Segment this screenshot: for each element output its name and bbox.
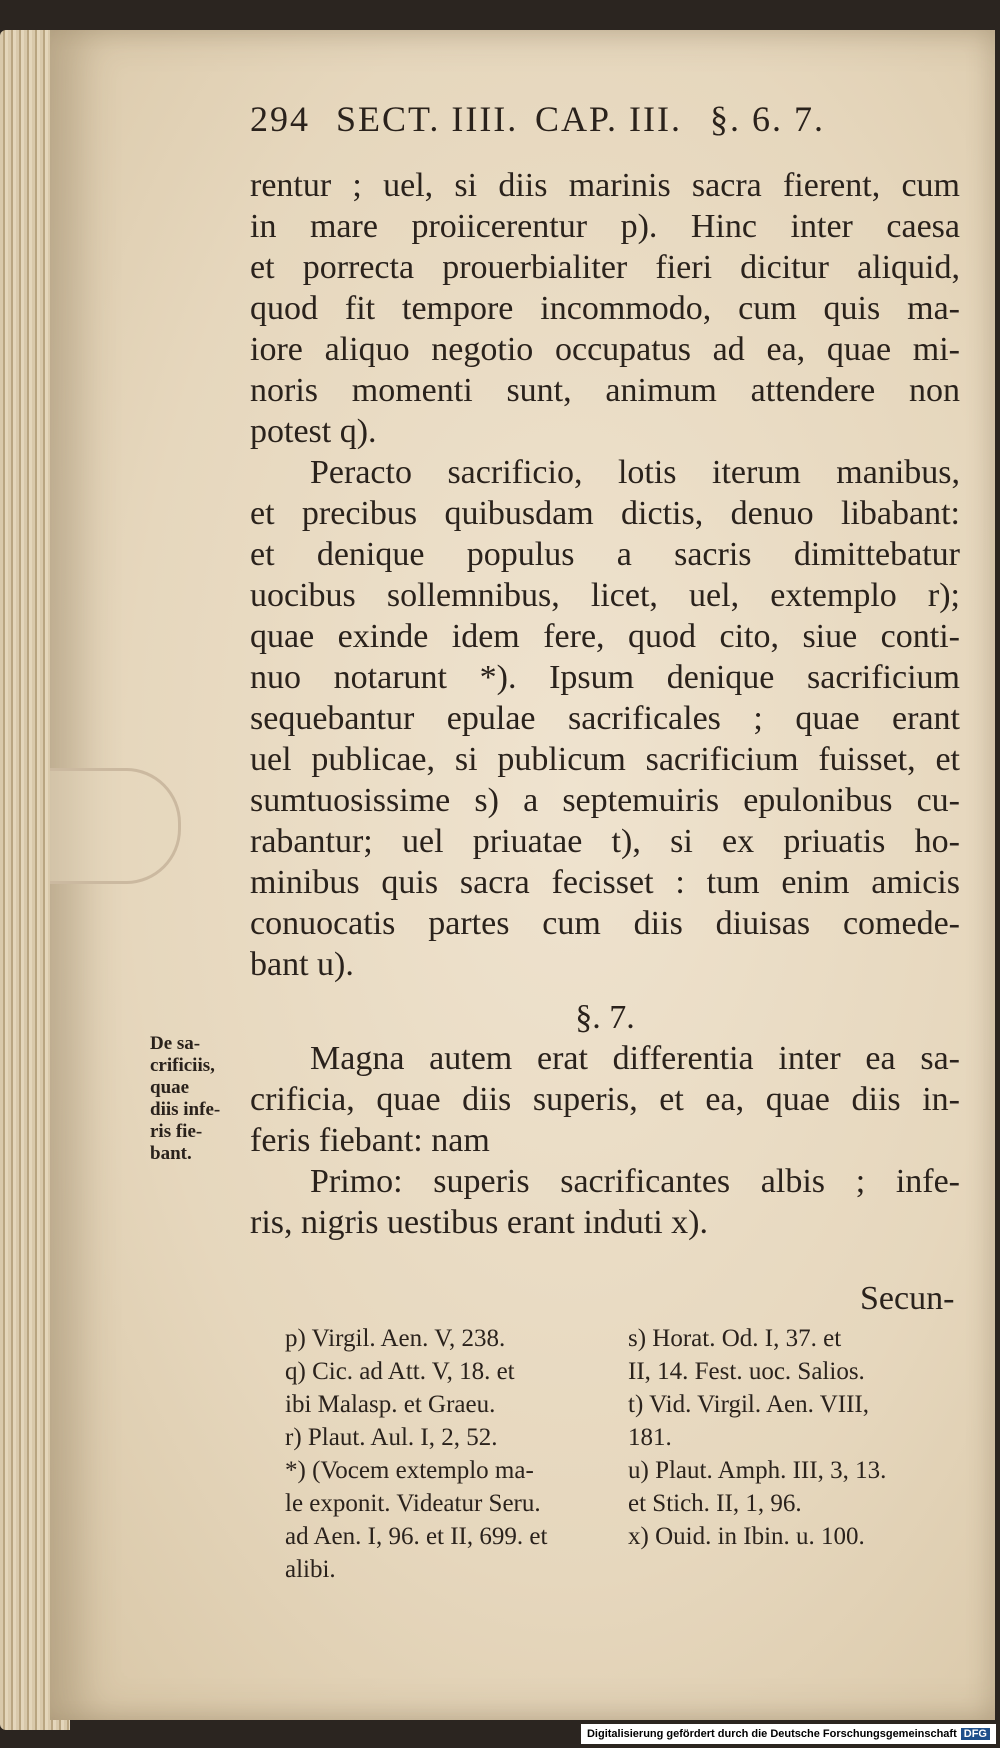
footnote-line: alibi. <box>285 1556 336 1583</box>
text-line: minibus quis sacra fecisset : tum enim amicis <box>250 864 960 901</box>
footnote-line: p) Virgil. Aen. V, 238. <box>285 1325 506 1352</box>
text-line: uocibus sollemnibus, licet, uel, extemplo r); <box>250 577 960 614</box>
text-line: crificia, quae diis superis, et ea, quae diis in- <box>250 1081 960 1118</box>
text-line: sumtuosissime s) a septemuiris epulonibus cu- <box>250 782 960 819</box>
footnote-line: II, 14. Fest. uoc. Salios. <box>628 1358 865 1385</box>
footnote-line: q) Cic. ad Att. V, 18. et <box>285 1358 515 1385</box>
main-text <box>250 165 960 1243</box>
footnote-line: r) Plaut. Aul. I, 2, 52. <box>285 1424 498 1451</box>
footnote-line: t) Vid. Virgil. Aen. VIII, <box>628 1391 869 1418</box>
section-label: SECT. IIII. <box>336 99 519 139</box>
footnote-line: u) Plaut. Amph. III, 3, 13. <box>628 1457 887 1484</box>
paragraph-label: §. 6. 7. <box>710 99 825 139</box>
margin-note-line: diis infe- <box>150 1099 221 1120</box>
margin-note-line: crificiis, <box>150 1055 215 1076</box>
footnote-line: le exponit. Videatur Seru. <box>285 1490 541 1517</box>
text-line: ris, nigris uestibus erant induti x). <box>250 1204 709 1241</box>
footnote-line: ad Aen. I, 96. et II, 699. et <box>285 1523 548 1550</box>
text-line: et denique populus a sacris dimittebatur <box>250 536 960 573</box>
text-line: Peracto sacrificio, lotis iterum manibus, <box>310 454 960 491</box>
footnote-line: et Stich. II, 1, 96. <box>628 1490 802 1517</box>
text-line: conuocatis partes cum diis diuisas comede- <box>250 905 960 942</box>
credit-text: Digitalisierung gefördert durch die Deutsche Forschungsgemeinschaft <box>586 1728 957 1740</box>
text-line: quod fit tempore incommodo, cum quis ma- <box>250 290 960 327</box>
section-heading: §. 7. <box>575 999 635 1036</box>
chapter-label: CAP. III. <box>535 99 683 139</box>
digitization-credit <box>581 1724 996 1744</box>
text-line: et precibus quibusdam dictis, denuo libabant: <box>250 495 960 532</box>
dfg-logo: DFG <box>961 1728 990 1740</box>
footnote-line: ibi Malasp. et Graeu. <box>285 1391 496 1418</box>
text-line: et porrecta prouerbialiter fieri dicitur aliquid, <box>250 249 960 286</box>
text-line: noris momenti sunt, animum attendere non <box>250 372 960 409</box>
footnote-line: x) Ouid. in Ibin. u. 100. <box>628 1523 865 1550</box>
margin-note-line: ris fie- <box>150 1121 203 1142</box>
text-line: potest q). <box>250 413 377 450</box>
footnote-line: *) (Vocem extemplo ma- <box>285 1457 534 1484</box>
text-line: feris fiebant: nam <box>250 1122 490 1159</box>
footnote-line: s) Horat. Od. I, 37. et <box>628 1325 842 1352</box>
text-line: Magna autem erat differentia inter ea sa- <box>310 1040 960 1077</box>
margin-note-line: De sa- <box>150 1033 201 1054</box>
page-number: 294 <box>250 99 310 139</box>
page-clip <box>50 768 181 884</box>
text-line: rabantur; uel priuatae t), si ex priuatis ho- <box>250 823 960 860</box>
text-line: sequebantur epulae sacrificales ; quae erant <box>250 700 960 737</box>
footnote-line: 181. <box>628 1424 672 1451</box>
text-line: quae exinde idem fere, quod cito, siue conti- <box>250 618 960 655</box>
margin-note-line: bant. <box>150 1143 192 1164</box>
text-line: in mare proiicerentur p). Hinc inter caesa <box>250 208 960 245</box>
margin-note <box>150 1033 250 1165</box>
footnotes-right <box>628 1322 968 1553</box>
running-header <box>250 98 890 148</box>
text-line: nuo notarunt *). Ipsum denique sacrificium <box>250 659 960 696</box>
footnotes-left <box>285 1322 605 1586</box>
text-line: iore aliquo negotio occupatus ad ea, quae mi- <box>250 331 960 368</box>
text-line: Primo: superis sacrificantes albis ; infe- <box>310 1163 960 1200</box>
catchword: Secun- <box>860 1280 955 1317</box>
text-line: uel publicae, si publicum sacrificium fuisset, et <box>250 741 960 778</box>
text-line: rentur ; uel, si diis marinis sacra fierent, cum <box>250 167 960 204</box>
margin-note-line: quae <box>150 1077 190 1098</box>
text-line: bant u). <box>250 946 354 983</box>
